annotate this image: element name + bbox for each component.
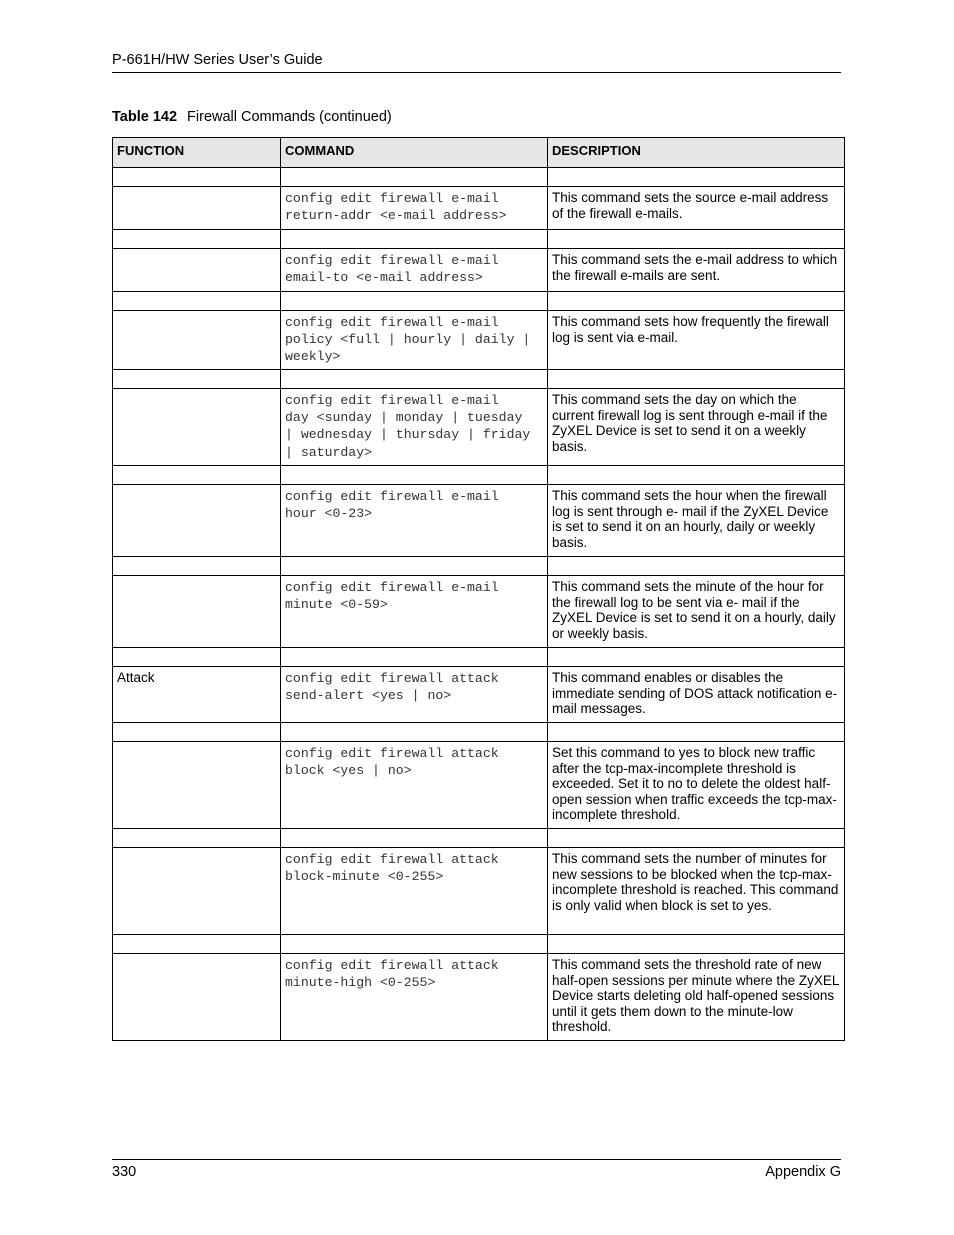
column-header-function: FUNCTION [113,138,281,168]
command-cell: config edit firewall e-mail day <sunday | monday | tuesday | wednesday | thursday | friday | saturday> [281,389,548,466]
table-row [113,187,845,230]
separator-row [113,230,845,249]
table-row [113,389,845,466]
separator-row [113,466,845,485]
column-header-command: COMMAND [281,138,548,168]
document-title: P-661H/HW Series User’s Guide [112,52,323,68]
description-cell: This command sets how frequently the firewall log is sent via e-mail. [548,311,845,370]
command-cell: config edit firewall e-mail policy <full | hourly | daily | weekly> [281,311,548,370]
function-cell [113,311,281,370]
function-cell [113,848,281,935]
description-cell: This command sets the threshold rate of new half-open sessions per minute where the ZyXEL Device starts deleting old half-opened sessions until it gets them down to the minute-low threshold. [548,954,845,1041]
table-header-row [113,138,845,168]
separator-row [113,829,845,848]
command-cell: config edit firewall e-mail email-to <e-mail address> [281,249,548,292]
footer-section: Appendix G [765,1164,841,1180]
command-cell: config edit firewall attack block-minute <0-255> [281,848,548,935]
table-row [113,667,845,723]
description-cell: This command sets the minute of the hour for the firewall log to be sent via e- mail if the ZyXEL Device is set to send it on a hourly, daily or weekly basis. [548,576,845,648]
description-cell: This command sets the day on which the current firewall log is sent through e-mail if the ZyXEL Device is set to send it on a weekly basis. [548,389,845,466]
table-row [113,485,845,557]
description-cell: This command sets the e-mail address to which the firewall e-mails are sent. [548,249,845,292]
function-cell [113,485,281,557]
firewall-commands-table [112,137,845,1041]
command-cell: config edit firewall e-mail return-addr <e-mail address> [281,187,548,230]
separator-row [113,723,845,742]
separator-row [113,292,845,311]
function-cell [113,954,281,1041]
table-caption-text: Firewall Commands (continued) [187,109,392,125]
function-cell [113,576,281,648]
command-cell: config edit firewall attack minute-high <0-255> [281,954,548,1041]
page-footer [112,1159,841,1181]
description-cell: This command enables or disables the immediate sending of DOS attack notification e-mail messages. [548,667,845,723]
table-caption [112,108,392,126]
separator-row [113,935,845,954]
function-cell [113,187,281,230]
function-cell: Attack [113,667,281,723]
separator-row [113,370,845,389]
separator-row [113,648,845,667]
function-cell [113,742,281,829]
page-number: 330 [112,1164,137,1180]
table-row [113,311,845,370]
command-cell: config edit firewall attack send-alert <yes | no> [281,667,548,723]
separator-row [113,557,845,576]
table-row [113,249,845,292]
description-cell: Set this command to yes to block new traffic after the tcp-max-incomplete threshold is exceeded. Set it to no to delete the oldest half-open session when traffic exceeds the tcp-max-incomplete threshold. [548,742,845,829]
function-cell [113,249,281,292]
table-row [113,954,845,1041]
command-cell: config edit firewall e-mail hour <0-23> [281,485,548,557]
description-cell: This command sets the source e-mail address of the firewall e-mails. [548,187,845,230]
separator-row [113,168,845,187]
description-cell: This command sets the hour when the firewall log is sent through e- mail if the ZyXEL Device is set to send it on an hourly, daily or weekly basis. [548,485,845,557]
description-cell: This command sets the number of minutes for new sessions to be blocked when the tcp-max-incomplete threshold is reached. This command is only valid when block is set to yes. [548,848,845,935]
table-row [113,848,845,935]
command-cell: config edit firewall attack block <yes | no> [281,742,548,829]
column-header-description: DESCRIPTION [548,138,845,168]
command-cell: config edit firewall e-mail minute <0-59> [281,576,548,648]
table-label: Table 142 [112,109,178,125]
page-header [112,51,841,73]
table-row [113,576,845,648]
table-row [113,742,845,829]
function-cell [113,389,281,466]
